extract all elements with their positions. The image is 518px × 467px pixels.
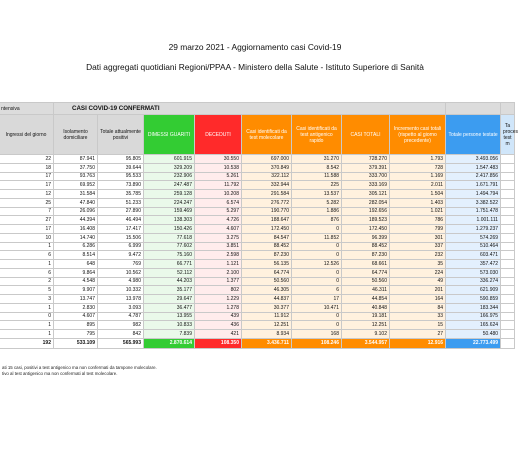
cell-incremento: 1.021 xyxy=(390,207,446,216)
cell-tamponi xyxy=(501,233,515,242)
cell-isolamento: 47.840 xyxy=(54,198,98,207)
cell-incremento: 84 xyxy=(390,303,446,312)
cell-casi-totali: 282.054 xyxy=(342,198,390,207)
cell-incremento: 232 xyxy=(390,251,446,260)
report-source-subtitle: Dati aggregati quotidiani Regioni/PPAA - Ministero della Salute - Istituto Superiore di Sanità xyxy=(86,62,424,72)
cell-isolamento: 44.394 xyxy=(54,216,98,225)
cell-ingressi: 17 xyxy=(0,181,54,190)
cell-positivi: 13.978 xyxy=(98,295,144,304)
cell-testate: 50.480 xyxy=(446,330,501,339)
col-header-test-molecolare: Casi identificati da test molecolare xyxy=(242,115,292,155)
col-header-attualmente-positivi: Totale attualmente positivi xyxy=(98,115,144,155)
cell-testate: 621.909 xyxy=(446,286,501,295)
cell-ingressi: 18 xyxy=(0,163,54,172)
cell-testate: 1.751.478 xyxy=(446,207,501,216)
cell-positivi: 73.890 xyxy=(98,181,144,190)
band-label-casi-confermati: CASI COVID-19 CONFERMATI xyxy=(54,103,446,115)
cell-molecolare: 11.912 xyxy=(242,312,292,321)
cell-ingressi: 27 xyxy=(0,216,54,225)
cell-guariti: 138.303 xyxy=(144,216,195,225)
cell-guariti: 150.426 xyxy=(144,225,195,234)
cell-testate: 357.472 xyxy=(446,260,501,269)
cell-positivi: 4.980 xyxy=(98,277,144,286)
cell-deceduti: 30.550 xyxy=(195,155,242,164)
cell-positivi: 17.417 xyxy=(98,225,144,234)
total-positivi: 565.993 xyxy=(98,338,144,348)
cell-ingressi: 7 xyxy=(0,207,54,216)
cell-incremento: 1.169 xyxy=(390,172,446,181)
cell-molecolare: 84.547 xyxy=(242,233,292,242)
cell-isolamento: 895 xyxy=(54,321,98,330)
cell-tamponi xyxy=(501,242,515,251)
cell-positivi: 95.533 xyxy=(98,172,144,181)
cell-ingressi: 12 xyxy=(0,190,54,199)
cell-testate: 1.671.791 xyxy=(446,181,501,190)
cell-antigenico: 0 xyxy=(292,277,342,286)
cell-testate: 3.493.056 xyxy=(446,155,501,164)
cell-isolamento: 6.286 xyxy=(54,242,98,251)
cell-molecolare: 190.770 xyxy=(242,207,292,216)
cell-tamponi xyxy=(501,277,515,286)
table-row xyxy=(0,155,515,164)
covid-data-table xyxy=(0,102,518,349)
cell-deceduti: 1.229 xyxy=(195,295,242,304)
cell-isolamento: 648 xyxy=(54,260,98,269)
cell-positivi: 982 xyxy=(98,321,144,330)
cell-isolamento: 87.941 xyxy=(54,155,98,164)
cell-testate: 510.464 xyxy=(446,242,501,251)
cell-isolamento: 16.408 xyxy=(54,225,98,234)
table-row xyxy=(0,242,515,251)
cell-casi-totali: 189.523 xyxy=(342,216,390,225)
cell-testate: 166.975 xyxy=(446,312,501,321)
cell-isolamento: 37.750 xyxy=(54,163,98,172)
cell-incremento: 27 xyxy=(390,330,446,339)
cell-deceduti: 1.377 xyxy=(195,277,242,286)
band-label-terapia-intensiva: ntensiva xyxy=(0,103,54,115)
cell-positivi: 9.472 xyxy=(98,251,144,260)
cell-antigenico: 168 xyxy=(292,330,342,339)
col-header-deceduti: DECEDUTI xyxy=(195,115,242,155)
cell-incremento: 799 xyxy=(390,225,446,234)
cell-tamponi xyxy=(501,216,515,225)
cell-molecolare: 56.135 xyxy=(242,260,292,269)
cell-testate: 1.547.483 xyxy=(446,163,501,172)
cell-ingressi: 17 xyxy=(0,225,54,234)
cell-tamponi xyxy=(501,295,515,304)
cell-guariti: 159.469 xyxy=(144,207,195,216)
table-row xyxy=(0,172,515,181)
cell-positivi: 6.999 xyxy=(98,242,144,251)
cell-antigenico: 13.537 xyxy=(292,190,342,199)
cell-incremento: 15 xyxy=(390,321,446,330)
cell-isolamento: 26.096 xyxy=(54,207,98,216)
cell-ingressi: 1 xyxy=(0,321,54,330)
table-row xyxy=(0,268,515,277)
cell-casi-totali: 64.774 xyxy=(342,268,390,277)
col-header-isolamento: Isolamento domiciliare xyxy=(54,115,98,155)
cell-incremento: 1.504 xyxy=(390,190,446,199)
cell-positivi: 3.093 xyxy=(98,303,144,312)
cell-testate: 183.344 xyxy=(446,303,501,312)
cell-deceduti: 11.792 xyxy=(195,181,242,190)
table-row xyxy=(0,207,515,216)
cell-incremento: 2.011 xyxy=(390,181,446,190)
cell-positivi: 10.332 xyxy=(98,286,144,295)
cell-deceduti: 4.607 xyxy=(195,225,242,234)
cell-molecolare: 87.230 xyxy=(242,251,292,260)
total-guariti: 2.870.614 xyxy=(144,338,195,348)
cell-positivi: 46.494 xyxy=(98,216,144,225)
cell-tamponi xyxy=(501,260,515,269)
cell-positivi: 769 xyxy=(98,260,144,269)
cell-positivi: 842 xyxy=(98,330,144,339)
cell-ingressi: 22 xyxy=(0,155,54,164)
cell-antigenico: 10.471 xyxy=(292,303,342,312)
cell-incremento: 301 xyxy=(390,233,446,242)
table-row xyxy=(0,330,515,339)
cell-tamponi xyxy=(501,251,515,260)
cell-deceduti: 6.574 xyxy=(195,198,242,207)
cell-molecolare: 172.450 xyxy=(242,225,292,234)
cell-testate: 3.382.522 xyxy=(446,198,501,207)
cell-ingressi: 1 xyxy=(0,242,54,251)
footnote-2: tivo al test antigenico ma non confermati al test molecolare. xyxy=(2,371,118,376)
cell-molecolare: 276.772 xyxy=(242,198,292,207)
cell-tamponi xyxy=(501,286,515,295)
cell-guariti: 66.771 xyxy=(144,260,195,269)
cell-casi-totali: 333.700 xyxy=(342,172,390,181)
cell-ingressi: 2 xyxy=(0,277,54,286)
cell-incremento: 35 xyxy=(390,260,446,269)
cell-positivi: 27.890 xyxy=(98,207,144,216)
cell-antigenico: 5.282 xyxy=(292,198,342,207)
cell-guariti: 35.177 xyxy=(144,286,195,295)
table-row xyxy=(0,163,515,172)
cell-tamponi xyxy=(501,172,515,181)
cell-testate: 1.494.794 xyxy=(446,190,501,199)
footnote-1: ati 15 casi, positivi a test antigenico ma non confermati da tampone molecolare. xyxy=(2,365,157,370)
table-row xyxy=(0,303,515,312)
cell-testate: 603.471 xyxy=(446,251,501,260)
cell-positivi: 51.233 xyxy=(98,198,144,207)
cell-incremento: 786 xyxy=(390,216,446,225)
cell-deceduti: 2.100 xyxy=(195,268,242,277)
cell-isolamento: 9.907 xyxy=(54,286,98,295)
cell-guariti: 77.618 xyxy=(144,233,195,242)
cell-molecolare: 322.112 xyxy=(242,172,292,181)
cell-deceduti: 421 xyxy=(195,330,242,339)
table-row xyxy=(0,251,515,260)
cell-isolamento: 69.952 xyxy=(54,181,98,190)
footnotes xyxy=(2,365,157,377)
col-header-casi-totali: CASI TOTALI xyxy=(342,115,390,155)
table-row xyxy=(0,312,515,321)
table-row xyxy=(0,286,515,295)
cell-casi-totali: 12.251 xyxy=(342,321,390,330)
cell-deceduti: 2.598 xyxy=(195,251,242,260)
cell-deceduti: 5.261 xyxy=(195,172,242,181)
cell-molecolare: 12.251 xyxy=(242,321,292,330)
cell-molecolare: 44.837 xyxy=(242,295,292,304)
cell-molecolare: 30.377 xyxy=(242,303,292,312)
cell-isolamento: 14.740 xyxy=(54,233,98,242)
table-row xyxy=(0,216,515,225)
cell-casi-totali: 50.560 xyxy=(342,277,390,286)
cell-guariti: 44.203 xyxy=(144,277,195,286)
cell-molecolare: 697.000 xyxy=(242,155,292,164)
cell-guariti: 77.602 xyxy=(144,242,195,251)
cell-guariti: 224.247 xyxy=(144,198,195,207)
cell-deceduti: 10.208 xyxy=(195,190,242,199)
cell-antigenico: 876 xyxy=(292,216,342,225)
cell-incremento: 337 xyxy=(390,242,446,251)
cell-guariti: 259.128 xyxy=(144,190,195,199)
cell-isolamento: 2.830 xyxy=(54,303,98,312)
cell-tamponi xyxy=(501,198,515,207)
cell-testate: 1.279.237 xyxy=(446,225,501,234)
total-ingressi: 192 xyxy=(0,338,54,348)
cell-positivi: 10.562 xyxy=(98,268,144,277)
cell-ingressi: 1 xyxy=(0,260,54,269)
cell-ingressi: 5 xyxy=(0,286,54,295)
cell-casi-totali: 19.181 xyxy=(342,312,390,321)
cell-antigenico: 17 xyxy=(292,295,342,304)
cell-incremento: 1.403 xyxy=(390,198,446,207)
cell-isolamento: 93.763 xyxy=(54,172,98,181)
table-row xyxy=(0,321,515,330)
cell-deceduti: 1.278 xyxy=(195,303,242,312)
cell-deceduti: 1.121 xyxy=(195,260,242,269)
cell-antigenico: 225 xyxy=(292,181,342,190)
total-casi-totali: 3.544.957 xyxy=(342,338,390,348)
cell-ingressi: 1 xyxy=(0,330,54,339)
col-header-tamponi: Ta proces test m xyxy=(501,115,515,155)
table-body xyxy=(0,155,515,349)
cell-testate: 573.030 xyxy=(446,268,501,277)
cell-molecolare: 88.452 xyxy=(242,242,292,251)
cell-incremento: 1.793 xyxy=(390,155,446,164)
cell-guariti: 601.915 xyxy=(144,155,195,164)
cell-tamponi xyxy=(501,181,515,190)
cell-testate: 336.274 xyxy=(446,277,501,286)
cell-guariti: 75.160 xyxy=(144,251,195,260)
cell-antigenico: 11.852 xyxy=(292,233,342,242)
cell-tamponi xyxy=(501,268,515,277)
report-date-title: 29 marzo 2021 - Aggiornamento casi Covid-19 xyxy=(168,42,342,52)
cell-isolamento: 795 xyxy=(54,330,98,339)
table-row xyxy=(0,225,515,234)
table-band-row xyxy=(0,103,515,115)
cell-testate: 1.001.111 xyxy=(446,216,501,225)
cell-incremento: 49 xyxy=(390,277,446,286)
cell-ingressi: 1 xyxy=(0,303,54,312)
col-header-ingressi: Ingressi del giorno xyxy=(0,115,54,155)
col-header-dimessi-guariti: DIMESSI GUARITI xyxy=(144,115,195,155)
cell-antigenico: 8.542 xyxy=(292,163,342,172)
cell-incremento: 164 xyxy=(390,295,446,304)
table-row xyxy=(0,260,515,269)
cell-molecolare: 370.849 xyxy=(242,163,292,172)
cell-ingressi: 3 xyxy=(0,295,54,304)
cell-deceduti: 5.297 xyxy=(195,207,242,216)
cell-antigenico: 12.526 xyxy=(292,260,342,269)
table-header-row xyxy=(0,115,515,155)
cell-guariti: 29.647 xyxy=(144,295,195,304)
cell-tamponi xyxy=(501,190,515,199)
cell-molecolare: 188.647 xyxy=(242,216,292,225)
cell-tamponi xyxy=(501,225,515,234)
covid-table-container xyxy=(0,102,518,349)
cell-isolamento: 8.514 xyxy=(54,251,98,260)
cell-guariti: 232.906 xyxy=(144,172,195,181)
cell-deceduti: 4.726 xyxy=(195,216,242,225)
total-testate: 22.773.499 xyxy=(446,338,501,348)
cell-antigenico: 0 xyxy=(292,242,342,251)
table-row xyxy=(0,277,515,286)
cell-casi-totali: 9.102 xyxy=(342,330,390,339)
table-row xyxy=(0,295,515,304)
cell-guariti: 7.839 xyxy=(144,330,195,339)
cell-deceduti: 436 xyxy=(195,321,242,330)
cell-antigenico: 0 xyxy=(292,321,342,330)
cell-antigenico: 31.270 xyxy=(292,155,342,164)
cell-guariti: 10.833 xyxy=(144,321,195,330)
cell-positivi: 39.644 xyxy=(98,163,144,172)
cell-guariti: 329.209 xyxy=(144,163,195,172)
cell-isolamento: 4.607 xyxy=(54,312,98,321)
cell-incremento: 224 xyxy=(390,268,446,277)
cell-molecolare: 50.560 xyxy=(242,277,292,286)
cell-isolamento: 9.864 xyxy=(54,268,98,277)
cell-guariti: 36.477 xyxy=(144,303,195,312)
cell-molecolare: 291.584 xyxy=(242,190,292,199)
cell-casi-totali: 44.854 xyxy=(342,295,390,304)
cell-deceduti: 10.538 xyxy=(195,163,242,172)
cell-incremento: 201 xyxy=(390,286,446,295)
total-isolamento: 533.109 xyxy=(54,338,98,348)
cell-casi-totali: 728.270 xyxy=(342,155,390,164)
cell-casi-totali: 305.121 xyxy=(342,190,390,199)
cell-tamponi xyxy=(501,163,515,172)
total-antigenico: 108.246 xyxy=(292,338,342,348)
cell-ingressi: 17 xyxy=(0,172,54,181)
cell-casi-totali: 40.848 xyxy=(342,303,390,312)
cell-molecolare: 64.774 xyxy=(242,268,292,277)
cell-casi-totali: 379.391 xyxy=(342,163,390,172)
cell-molecolare: 332.944 xyxy=(242,181,292,190)
cell-antigenico: 6 xyxy=(292,286,342,295)
cell-guariti: 52.112 xyxy=(144,268,195,277)
band-blank xyxy=(446,103,501,115)
table-row xyxy=(0,181,515,190)
cell-positivi: 35.785 xyxy=(98,190,144,199)
table-row xyxy=(0,198,515,207)
cell-tamponi xyxy=(501,207,515,216)
cell-molecolare: 46.305 xyxy=(242,286,292,295)
cell-isolamento: 31.584 xyxy=(54,190,98,199)
total-tamponi xyxy=(501,338,515,348)
cell-casi-totali: 87.230 xyxy=(342,251,390,260)
cell-ingressi: 0 xyxy=(0,312,54,321)
cell-ingressi: 6 xyxy=(0,268,54,277)
cell-antigenico: 1.886 xyxy=(292,207,342,216)
cell-antigenico: 0 xyxy=(292,312,342,321)
cell-guariti: 13.955 xyxy=(144,312,195,321)
cell-deceduti: 439 xyxy=(195,312,242,321)
cell-testate: 165.624 xyxy=(446,321,501,330)
cell-antigenico: 11.588 xyxy=(292,172,342,181)
cell-positivi: 4.787 xyxy=(98,312,144,321)
cell-casi-totali: 333.169 xyxy=(342,181,390,190)
col-header-test-antigenico: Casi identificati da test antigenico rapido xyxy=(292,115,342,155)
cell-casi-totali: 96.399 xyxy=(342,233,390,242)
cell-tamponi xyxy=(501,155,515,164)
cell-casi-totali: 192.656 xyxy=(342,207,390,216)
cell-antigenico: 0 xyxy=(292,251,342,260)
cell-testate: 2.417.856 xyxy=(446,172,501,181)
cell-testate: 574.269 xyxy=(446,233,501,242)
cell-positivi: 95.805 xyxy=(98,155,144,164)
cell-deceduti: 3.851 xyxy=(195,242,242,251)
cell-deceduti: 3.275 xyxy=(195,233,242,242)
cell-tamponi xyxy=(501,321,515,330)
cell-incremento: 728 xyxy=(390,163,446,172)
cell-tamponi xyxy=(501,303,515,312)
table-row xyxy=(0,190,515,199)
cell-positivi: 15.506 xyxy=(98,233,144,242)
cell-casi-totali: 88.452 xyxy=(342,242,390,251)
cell-tamponi xyxy=(501,330,515,339)
totals-row xyxy=(0,338,515,348)
total-incremento: 12.916 xyxy=(390,338,446,348)
cell-isolamento: 4.548 xyxy=(54,277,98,286)
cell-incremento: 33 xyxy=(390,312,446,321)
col-header-incremento: Incremento casi totali (rispetto al giorno precedente) xyxy=(390,115,446,155)
total-molecolare: 3.436.711 xyxy=(242,338,292,348)
cell-antigenico: 0 xyxy=(292,268,342,277)
cell-isolamento: 13.747 xyxy=(54,295,98,304)
total-deceduti: 108.350 xyxy=(195,338,242,348)
table-row xyxy=(0,233,515,242)
cell-molecolare: 8.934 xyxy=(242,330,292,339)
col-header-persone-testate: Totale persone testate xyxy=(446,115,501,155)
cell-guariti: 247.487 xyxy=(144,181,195,190)
band-blank-edge xyxy=(501,103,515,115)
cell-casi-totali: 68.661 xyxy=(342,260,390,269)
cell-ingressi: 6 xyxy=(0,251,54,260)
cell-ingressi: 25 xyxy=(0,198,54,207)
cell-casi-totali: 46.311 xyxy=(342,286,390,295)
cell-tamponi xyxy=(501,312,515,321)
cell-deceduti: 802 xyxy=(195,286,242,295)
cell-testate: 590.859 xyxy=(446,295,501,304)
cell-casi-totali: 172.450 xyxy=(342,225,390,234)
cell-ingressi: 10 xyxy=(0,233,54,242)
cell-antigenico: 0 xyxy=(292,225,342,234)
